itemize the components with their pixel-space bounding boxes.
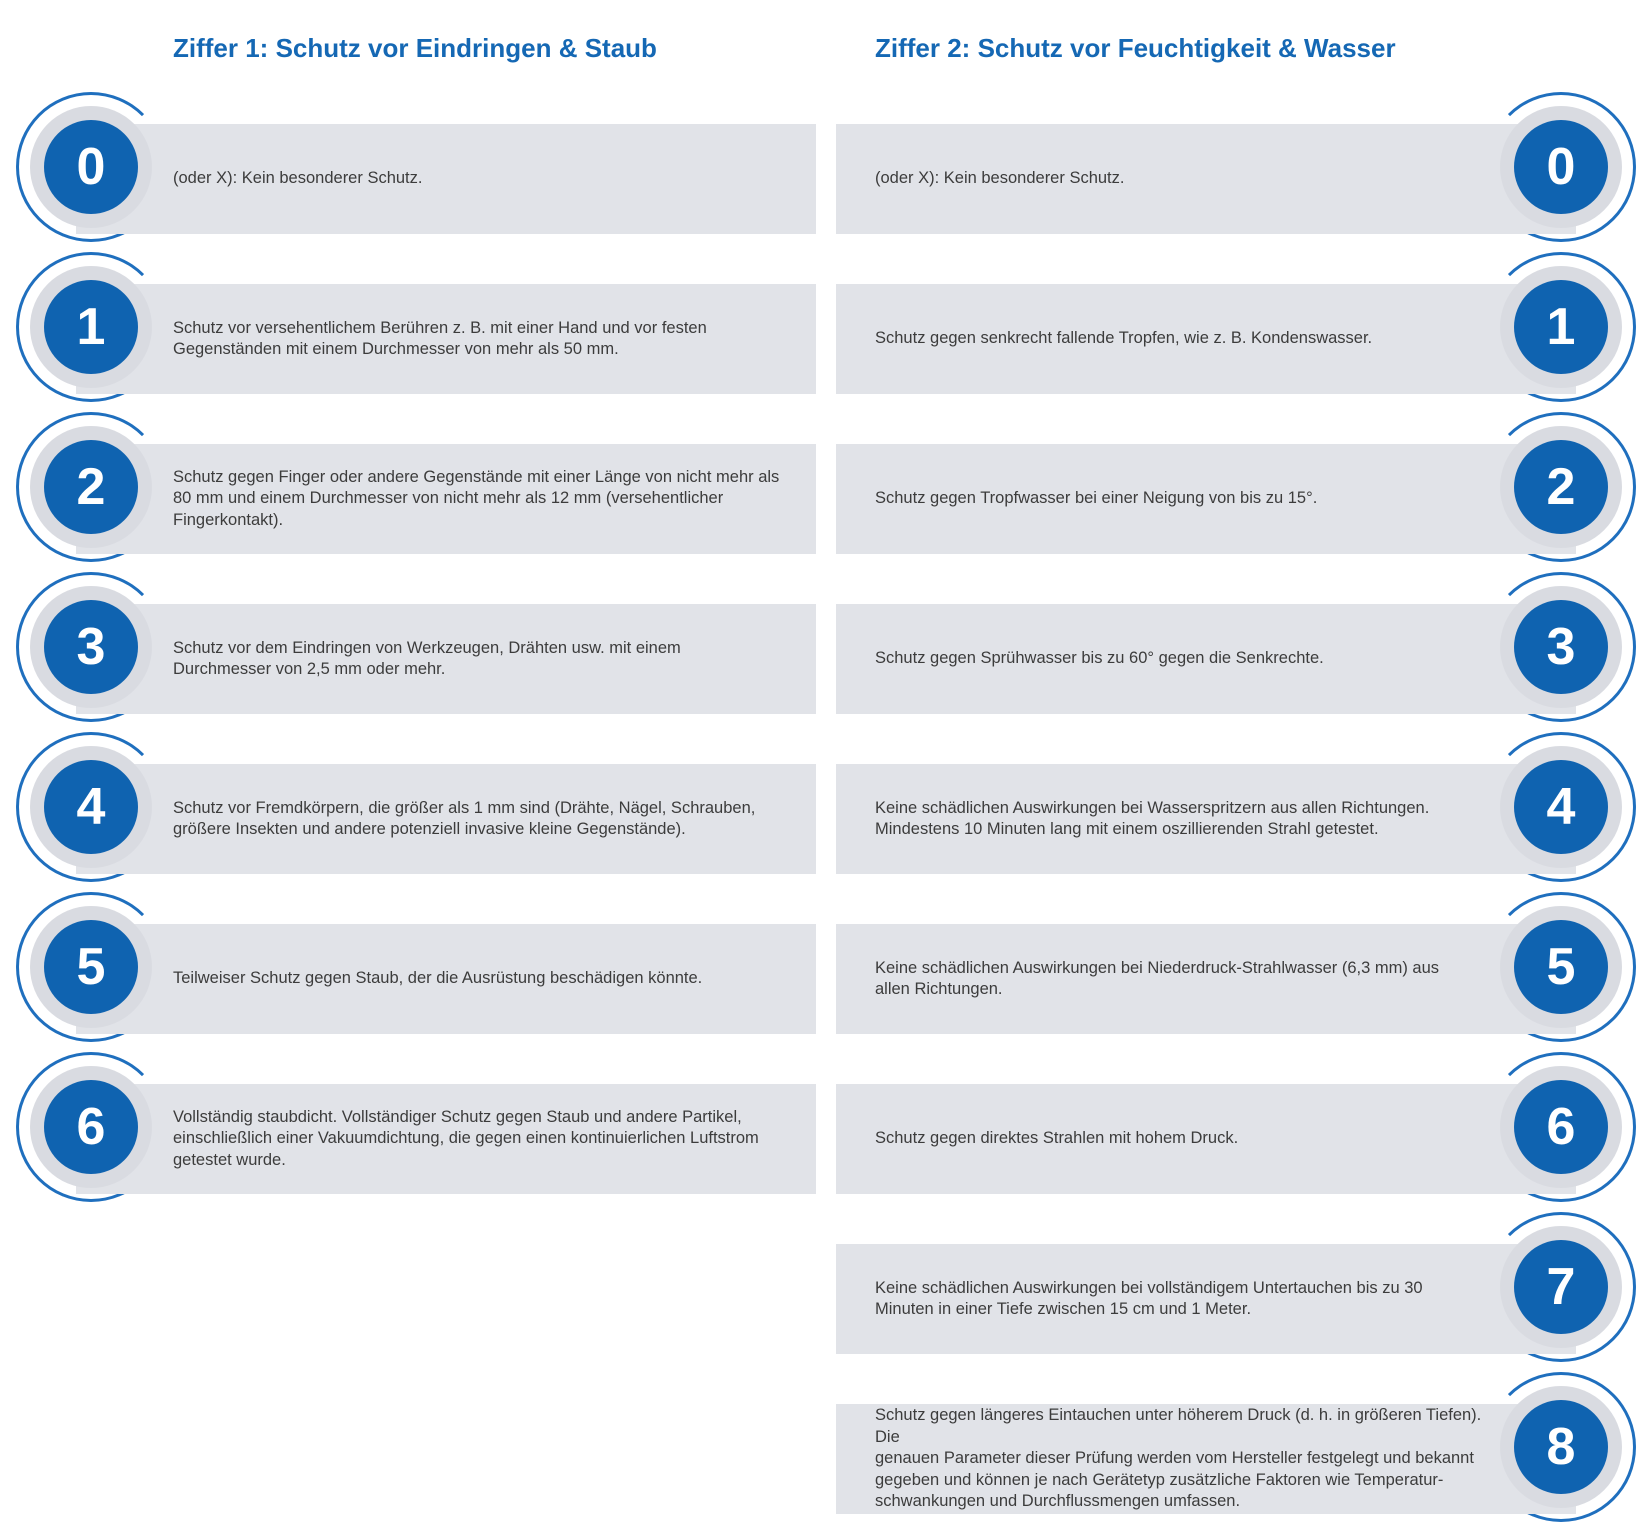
description-text (173, 444, 783, 554)
digit-badge: 7 (1514, 1240, 1608, 1334)
description-text (875, 124, 1505, 234)
description-text (875, 444, 1505, 554)
digit-badge: 5 (44, 920, 138, 1014)
description-line: schwankungen und Durchflussmengen umfassen. (875, 1492, 1241, 1511)
description-text (173, 604, 783, 714)
description-line: allen Richtungen. (875, 980, 1003, 998)
description-line: Schutz vor versehentlichem Berühren z. B. mit einer Hand und vor festen (173, 318, 707, 337)
description-text (173, 924, 783, 1034)
description-text (173, 1084, 783, 1194)
description-line: Schutz gegen direktes Strahlen mit hohem Druck. (875, 1129, 1239, 1148)
water-row-5 (836, 892, 1636, 1052)
dust-row-2 (16, 412, 816, 572)
description-line: gegeben und können je nach Gerätetyp zusätzliche Faktoren wie Temperatur- (875, 1470, 1444, 1489)
digit-badge: 2 (1514, 440, 1608, 534)
description-line: Schutz gegen Finger oder andere Gegenstände mit einer Länge von nicht mehr als (173, 467, 780, 486)
description-line: Schutz gegen Sprühwasser bis zu 60° gegen die Senkrechte. (875, 649, 1324, 668)
description-text (875, 604, 1505, 714)
description-line: Schutz gegen längeres Eintauchen unter höherem Druck (d. h. in größeren Tiefen). Die (875, 1406, 1482, 1446)
dust-row-3 (16, 572, 816, 732)
digit-badge: 4 (1514, 760, 1608, 854)
water-row-3 (836, 572, 1636, 732)
right-column-title: Ziffer 2: Schutz vor Feuchtigkeit & Wasser (875, 33, 1396, 63)
dust-row-6 (16, 1052, 816, 1212)
description-line: Fingerkontakt). (173, 510, 284, 529)
water-row-2 (836, 412, 1636, 572)
digit-badge: 4 (44, 760, 138, 854)
description-text (173, 124, 783, 234)
digit-badge: 6 (44, 1080, 138, 1174)
water-row-1 (836, 252, 1636, 412)
description-text (875, 1084, 1505, 1194)
description-line: getestet wurde. (173, 1150, 286, 1169)
digit-badge: 3 (44, 600, 138, 694)
description-line: (oder X): Kein besonderer Schutz. (173, 169, 423, 188)
description-line: Minuten in einer Tiefe zwischen 15 cm und 1 Meter. (875, 1300, 1252, 1318)
description-line: Schutz gegen Tropfwasser bei einer Neigung von bis zu 15°. (875, 489, 1318, 508)
description-text (875, 1404, 1505, 1514)
digit-badge: 5 (1514, 920, 1608, 1014)
description-text (173, 284, 783, 394)
description-line: Gegenständen mit einem Durchmesser von mehr als 50 mm. (173, 340, 619, 358)
water-row-8 (836, 1372, 1636, 1532)
description-text (875, 1244, 1505, 1354)
water-row-4 (836, 732, 1636, 892)
description-line: Schutz vor dem Eindringen von Werkzeugen, Drähten usw. mit einem (173, 638, 681, 657)
dust-row-4 (16, 732, 816, 892)
dust-row-5 (16, 892, 816, 1052)
water-row-6 (836, 1052, 1636, 1212)
description-text (875, 764, 1505, 874)
digit-badge: 8 (1514, 1400, 1608, 1494)
digit-badge: 3 (1514, 600, 1608, 694)
description-line: einschließlich einer Vakuumdichtung, die gegen einen kontinuierlichen Luftstrom (173, 1129, 759, 1148)
description-line: (oder X): Kein besonderer Schutz. (875, 169, 1125, 188)
description-line: größere Insekten und andere potenziell invasive kleine Gegenstände). (173, 820, 686, 838)
description-text (875, 924, 1505, 1034)
left-column-title: Ziffer 1: Schutz vor Eindringen & Staub (173, 33, 657, 63)
description-line: Mindestens 10 Minuten lang mit einem oszillierenden Strahl getestet. (875, 820, 1379, 838)
description-line: Teilweiser Schutz gegen Staub, der die Ausrüstung beschädigen könnte. (173, 969, 703, 988)
description-line: Keine schädlichen Auswirkungen bei Wasserspritzern aus allen Richtungen. (875, 798, 1430, 817)
description-line: Schutz gegen senkrecht fallende Tropfen, wie z. B. Kondenswasser. (875, 329, 1373, 348)
water-row-7 (836, 1212, 1636, 1372)
digit-badge: 2 (44, 440, 138, 534)
water-row-0 (836, 92, 1636, 252)
dust-row-1 (16, 252, 816, 412)
description-line: Keine schädlichen Auswirkungen bei vollständigem Untertauchen bis zu 30 (875, 1278, 1423, 1297)
description-text (875, 284, 1505, 394)
description-line: Vollständig staubdicht. Vollständiger Schutz gegen Staub und andere Partikel, (173, 1107, 742, 1126)
description-line: Keine schädlichen Auswirkungen bei Niederdruck-Strahlwasser (6,3 mm) aus (875, 958, 1440, 977)
digit-badge: 0 (44, 120, 138, 214)
digit-badge: 1 (44, 280, 138, 374)
digit-badge: 0 (1514, 120, 1608, 214)
description-line: genauen Parameter dieser Prüfung werden vom Hersteller festgelegt und bekannt (875, 1449, 1474, 1468)
digit-badge: 1 (1514, 280, 1608, 374)
description-line: Schutz vor Fremdkörpern, die größer als 1 mm sind (Drähte, Nägel, Schrauben, (173, 798, 756, 817)
dust-row-0 (16, 92, 816, 252)
digit-badge: 6 (1514, 1080, 1608, 1174)
description-line: 80 mm und einem Durchmesser von nicht mehr als 12 mm (versehentlicher (173, 489, 724, 508)
description-line: Durchmesser von 2,5 mm oder mehr. (173, 660, 446, 678)
description-text (173, 764, 783, 874)
